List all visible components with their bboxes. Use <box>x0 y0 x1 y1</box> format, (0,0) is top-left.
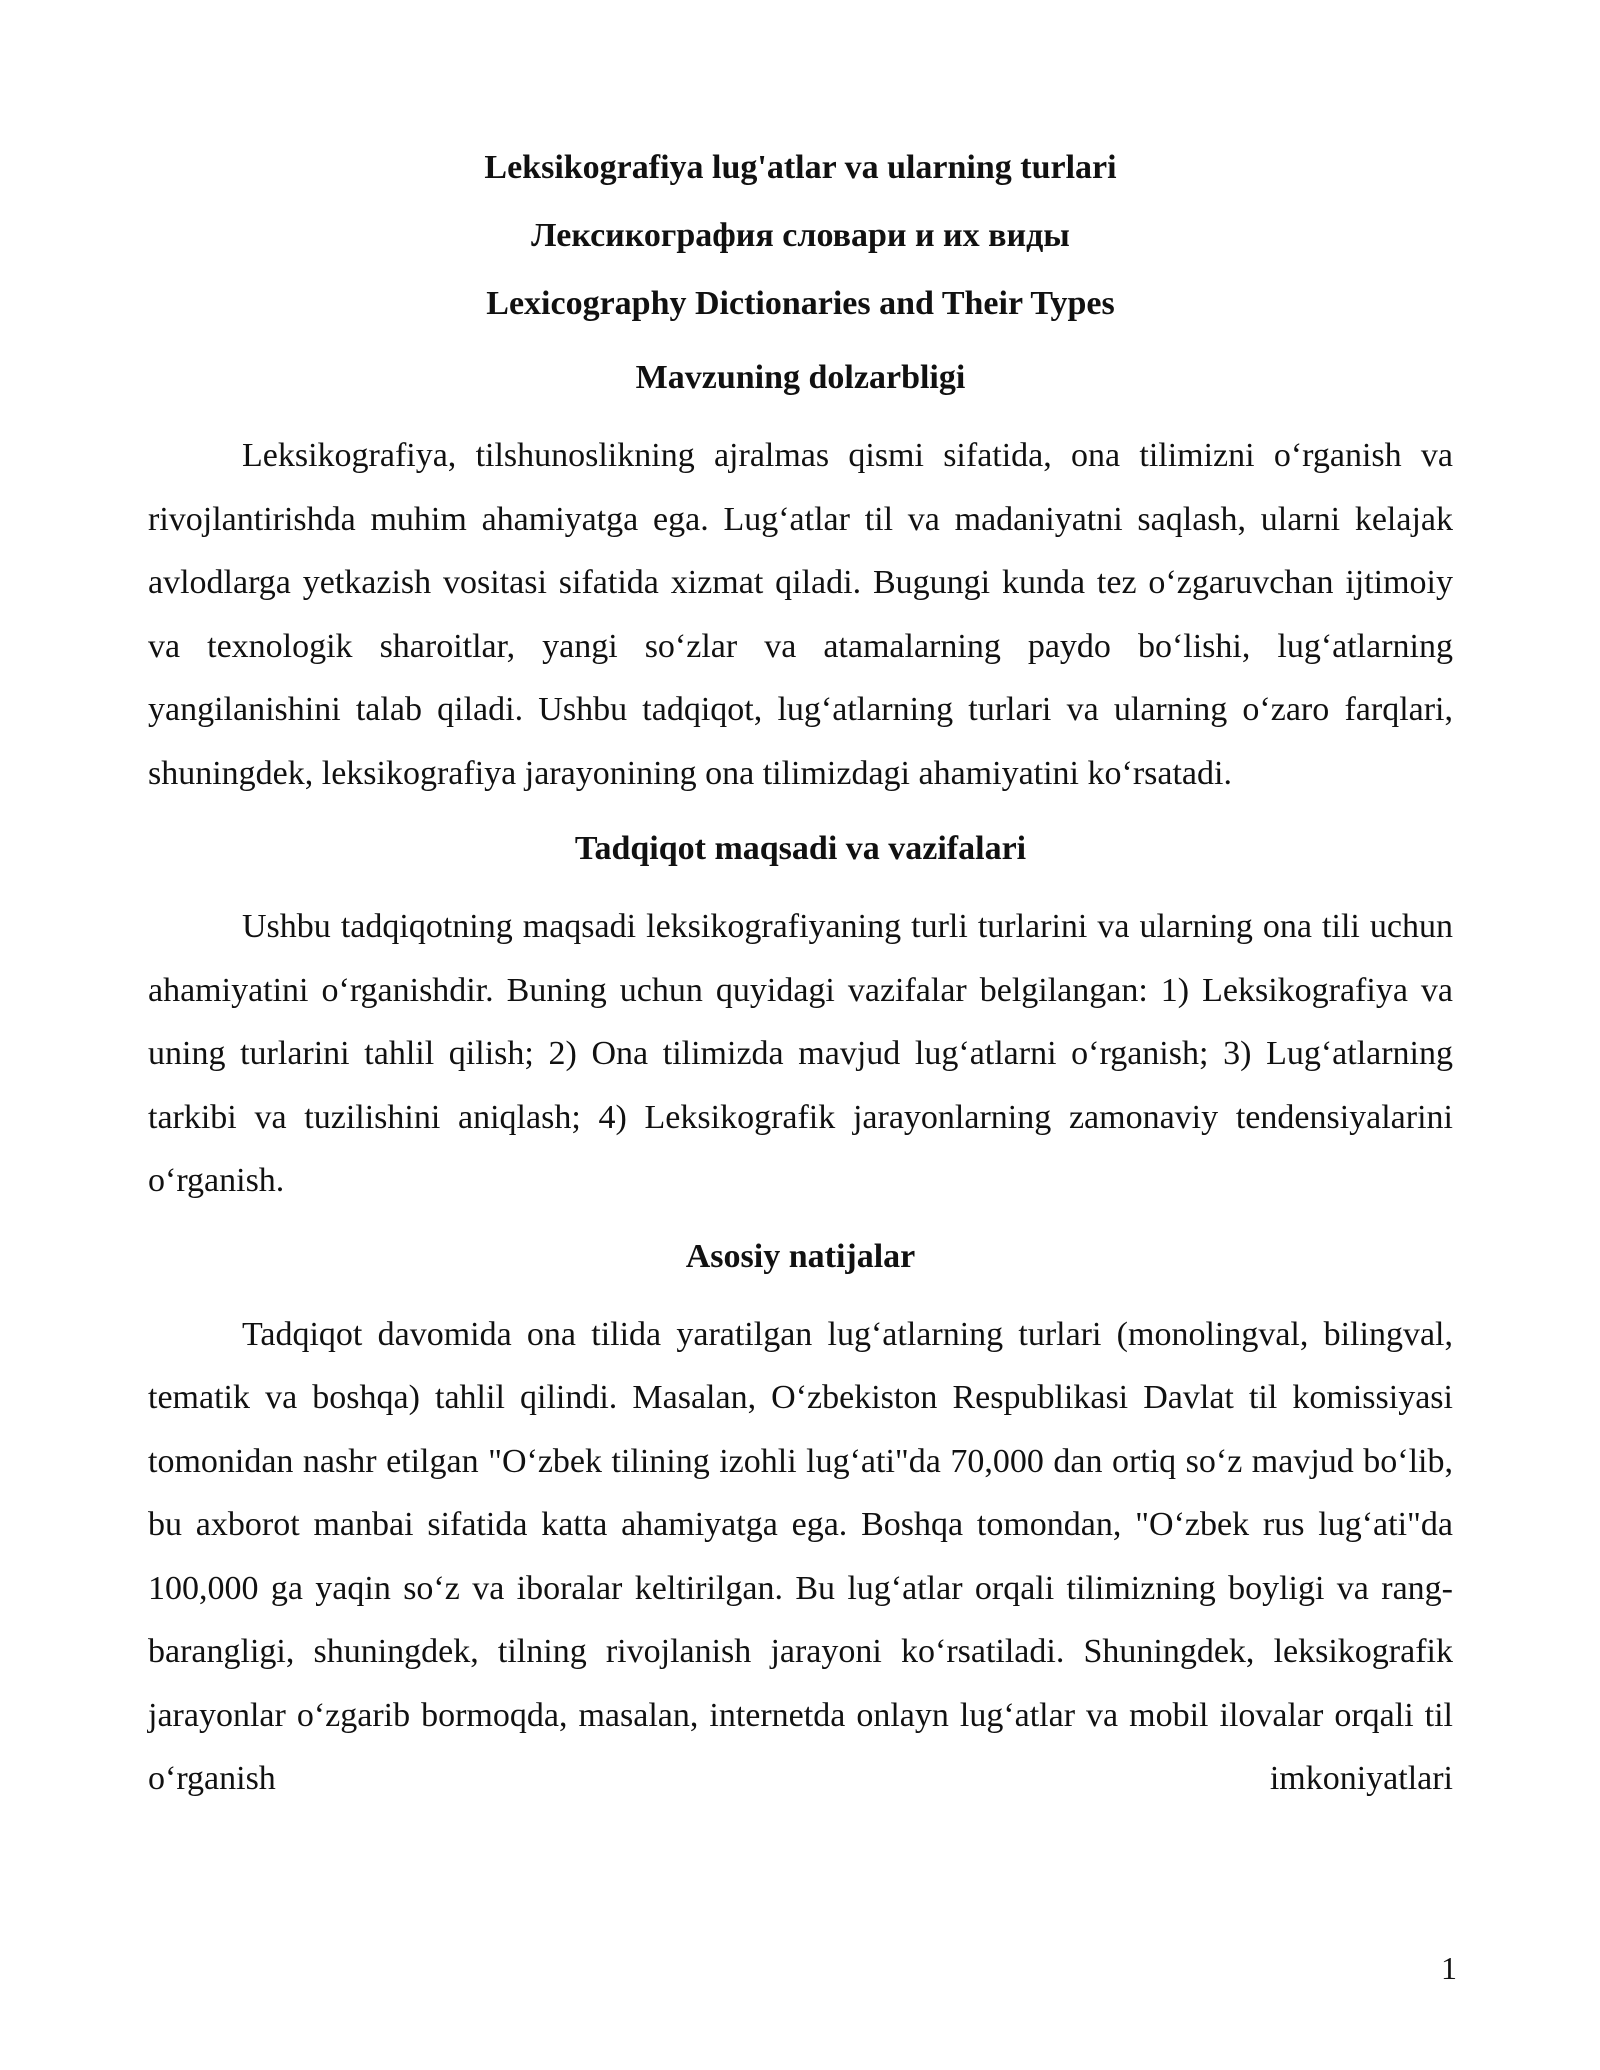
section-paragraph-relevance: Leksikografiya, tilshunoslikning ajralmas qismi sifatida, ona tilimizni oʻrganish va rivojlantirishda muhim ahamiyatga ega. Lugʻatlar til va madaniyatni saqlash, ularni kelajak avlodlarga yetkazish vositasi sifatida xizmat qiladi. Bugungi kunda tez oʻzgaruvchan ijtimoiy va texnologik sharoitlar, yangi soʻzlar va atamalarning paydo boʻlishi, lugʻatlarning yangilanishini talab qiladi. Ushbu tadqiqot, lugʻatlarning turlari va ularning oʻzaro farqlari, shuningdek, leksikografiya jarayonining ona tilimizdagi ahamiyatini koʻrsatadi. <box>148 437 1453 792</box>
section-heading-goals: Tadqiqot maqsadi va vazifalari <box>574 830 1027 867</box>
title-uzbek: Leksikografiya lug'atlar va ularning turlari <box>484 149 1117 186</box>
section-paragraph-results: Tadqiqot davomida ona tilida yaratilgan lugʻatlarning turlari (monolingval, bilingval, tematik va boshqa) tahlil qilindi. Masalan, Oʻzbekiston Respublikasi Davlat til komissiyasi tomonidan nashr etilgan "Oʻzbek tilining izohli lugʻati"da 70,000 dan ortiq soʻz mavjud boʻlib, bu axborot manbai sifatida katta ahamiyatga ega. Boshqa tomondan, "Oʻzbek rus lugʻati"da 100,000 ga yaqin soʻz va iboralar keltirilgan. Bu lugʻatlar orqali tilimizning boyligi va rang-barangligi, shuningdek, tilning rivojlanish jarayoni koʻrsatiladi. Shuningdek, leksikografik jarayonlar oʻzgarib bormoqda, masalan, internetda onlayn lugʻatlar va mobil ilovalar orqali til oʻrganish imkoniyatlari <box>148 1315 1453 1797</box>
document-page <box>148 146 1453 1833</box>
section-paragraph-goals: Ushbu tadqiqotning maqsadi leksikografiyaning turli turlarini va ularning ona tili uchun ahamiyatini oʻrganishdir. Buning uchun quyidagi vazifalar belgilangan: 1) Leksikografiya va uning turlarini tahlil qilish; 2) Ona tilimizda mavjud lugʻatlarni oʻrganish; 3) Lugʻatlarning tarkibi va tuzilishini aniqlash; 4) Leksikografik jarayonlarning zamonaviy tendensiyalarini oʻrganish. <box>148 908 1453 1199</box>
title-english: Lexicography Dictionaries and Their Types <box>486 285 1115 322</box>
section-heading-results: Asosiy natijalar <box>685 1237 916 1275</box>
title-russian: Лексикография словари и их виды <box>531 217 1070 254</box>
section-heading-relevance: Mavzuning dolzarbligi <box>635 359 966 396</box>
page-number: 1 <box>1441 1950 1457 1986</box>
